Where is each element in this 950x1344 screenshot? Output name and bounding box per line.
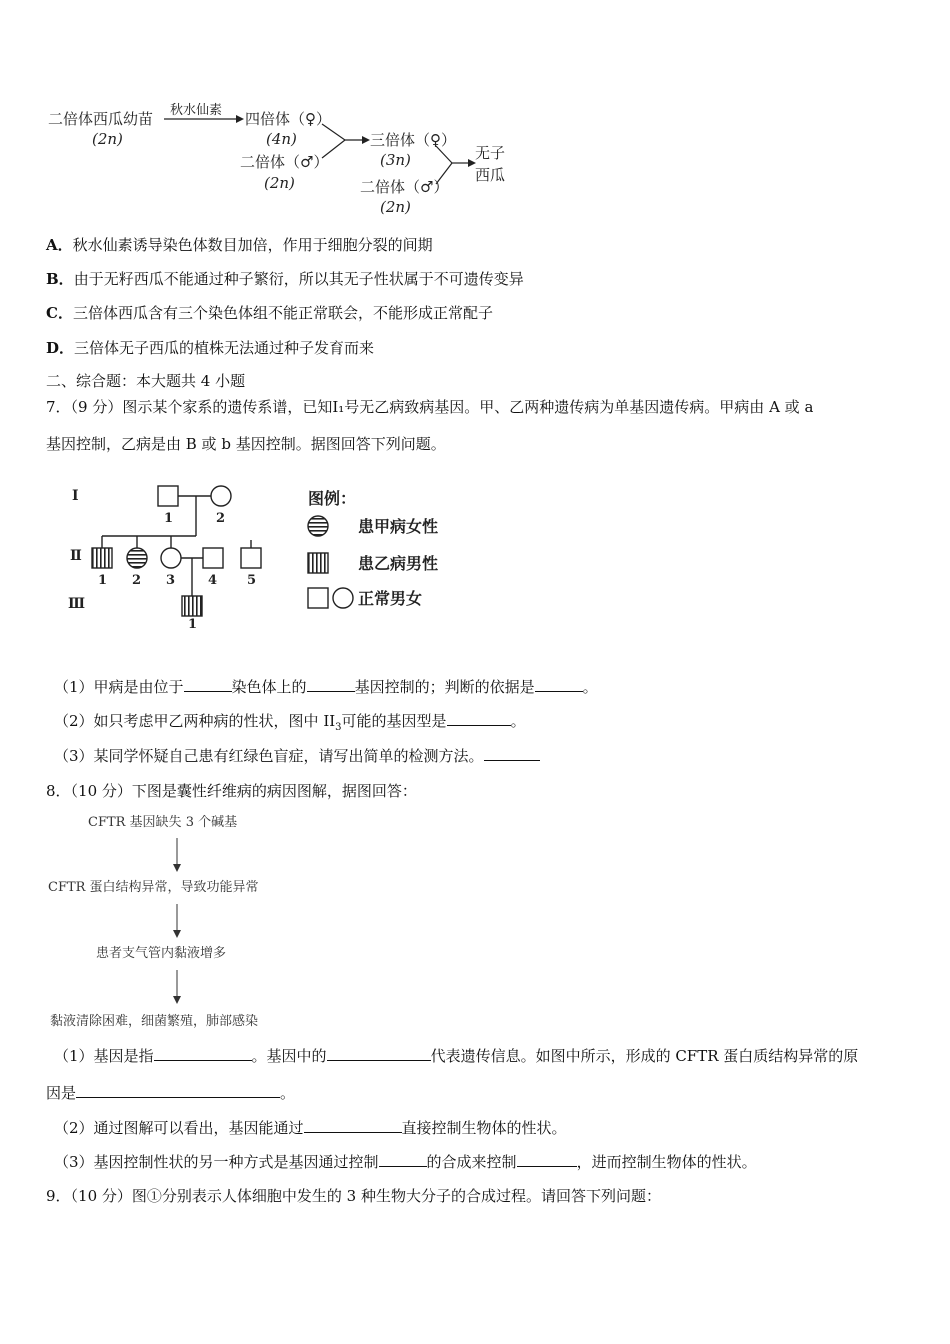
section-heading: 二、综合题：本大题共 4 小题	[46, 372, 246, 390]
individual-number: 1	[98, 573, 108, 588]
arrowhead	[173, 996, 181, 1004]
legend-affected-a-label: 患甲病女性	[358, 517, 439, 536]
generation-label: Ⅱ	[70, 548, 82, 564]
triploid-ploidy: (3n)	[380, 151, 411, 169]
answer-blank[interactable]	[484, 746, 540, 761]
generation-label: Ⅰ	[72, 488, 79, 504]
q7-stem-line2: 基因控制，乙病是由 B 或 b 基因控制。据图回答下列问题。	[46, 435, 446, 453]
arrowhead	[173, 930, 181, 938]
q7-stem-line1: 7．（9 分）图示某个家系的遗传系谱，已知Ⅰ₁号无乙病致病基因。甲、乙两种遗传病为单基因遗传病。甲病由 A 或 a	[46, 398, 814, 416]
tetraploid-ploidy: (4n)	[266, 130, 297, 148]
legend-affected-a-icon	[308, 516, 328, 536]
individual-number: 2	[132, 573, 142, 588]
pedigree-i2-female	[211, 486, 231, 506]
option-a: A．秋水仙素诱导染色体数目加倍，作用于细胞分裂的间期	[46, 236, 433, 254]
answer-blank[interactable]	[307, 677, 355, 692]
diploid-male-label: 二倍体（♂）	[240, 153, 329, 171]
q7-sub3: （3）某同学怀疑自己患有红绿色盲症，请写出简单的检测方法。	[54, 745, 540, 767]
pedigree-ii5-male	[241, 548, 261, 568]
individual-number: 1	[188, 617, 198, 632]
individual-number: 3	[166, 573, 176, 588]
arrowhead	[362, 136, 370, 144]
q8-sub3: （3）基因控制性状的另一种方式是基因通过控制 的合成来控制 ，进而控制生物体的性状。	[54, 1153, 757, 1171]
pedigree-ii4-male	[203, 548, 223, 568]
pedigree-ii3-female	[161, 548, 181, 568]
pedigree-ii1-male-affected-b	[92, 548, 112, 568]
answer-blank[interactable]	[535, 677, 583, 692]
diploid-male-2-label: 二倍体（♂）	[360, 178, 449, 196]
pedigree-iii1-male-affected-b	[182, 596, 202, 616]
q8-sub2: （2）通过图解可以看出，基因能通过 直接控制生物体的性状。	[54, 1119, 567, 1137]
option-b: B．由于无籽西瓜不能通过种子繁衍，所以其无子性状属于不可遗传变异	[46, 270, 524, 288]
flow-step-4: 黏液清除困难，细菌繁殖，肺部感染	[50, 1014, 259, 1029]
diploid-male-2-ploidy: (2n)	[380, 198, 411, 216]
treatment-label: 秋水仙素	[170, 103, 223, 118]
pedigree-i1-male	[158, 486, 178, 506]
pedigree-chart	[60, 478, 480, 638]
individual-number: 5	[247, 573, 257, 588]
pedigree-ii2-female-affected-a	[127, 548, 147, 568]
arrowhead	[236, 115, 244, 123]
triploid-label: 三倍体（♀）	[370, 131, 456, 149]
individual-number: 4	[208, 573, 218, 588]
individual-number: 2	[216, 511, 226, 526]
cftr-flow-diagram	[44, 808, 334, 1038]
q8-sub1-line1: （1）基因是指 。基因中的 代表遗传信息。如图中所示，形成的 CFTR 蛋白质结构异常的原	[54, 1047, 859, 1065]
flow-step-1: CFTR 基因缺失 3 个碱基	[88, 815, 238, 830]
legend-normal-label: 正常男女	[358, 589, 423, 608]
result-label-2: 西瓜	[475, 166, 506, 184]
diploid-male-ploidy: (2n)	[264, 174, 295, 192]
individual-number: 1	[164, 511, 174, 526]
answer-blank[interactable]	[517, 1152, 577, 1167]
breeding-diagram	[40, 100, 540, 220]
q8-stem: 8．（10 分）下图是囊性纤维病的病因图解，据图回答：	[46, 782, 417, 800]
option-d: D．三倍体无子西瓜的植株无法通过种子发育而来	[46, 339, 375, 357]
answer-blank[interactable]	[327, 1046, 431, 1061]
answer-blank[interactable]	[76, 1083, 280, 1098]
q7-sub2: （2）如只考虑甲乙两种病的性状，图中 $II_3$可能的基因型是 。	[54, 712, 526, 733]
answer-blank[interactable]	[447, 711, 511, 726]
legend-normal-male-icon	[308, 588, 328, 608]
flow-step-3: 患者支气管内黏液增多	[96, 946, 227, 961]
legend-title: 图例：	[308, 489, 357, 508]
legend-normal-female-icon	[333, 588, 353, 608]
tetraploid-label: 四倍体（♀）	[245, 110, 331, 128]
q8-sub1-line2: 因是 。	[46, 1084, 296, 1102]
legend-affected-b-icon	[308, 553, 328, 573]
result-label-1: 无子	[475, 144, 506, 162]
answer-blank[interactable]	[184, 677, 232, 692]
answer-blank[interactable]	[154, 1046, 252, 1061]
seedling-label: 二倍体西瓜幼苗	[48, 110, 154, 128]
option-c: C．三倍体西瓜含有三个染色体组不能正常联会，不能形成正常配子	[46, 304, 493, 322]
seedling-ploidy: (2n)	[92, 130, 123, 148]
flow-step-2: CFTR 蛋白结构异常，导致功能异常	[48, 880, 259, 895]
answer-blank[interactable]	[304, 1118, 402, 1133]
answer-blank[interactable]	[379, 1152, 427, 1167]
q7-sub1: （1）甲病是由位于 染色体上的 基因控制的；判断的依据是 。	[54, 678, 598, 696]
generation-label: Ⅲ	[68, 596, 86, 612]
q9-stem: 9．（10 分）图①分别表示人体细胞中发生的 3 种生物大分子的合成过程。请回答下列问题：	[46, 1187, 661, 1205]
arrowhead	[173, 864, 181, 872]
legend-affected-b-label: 患乙病男性	[358, 554, 439, 573]
